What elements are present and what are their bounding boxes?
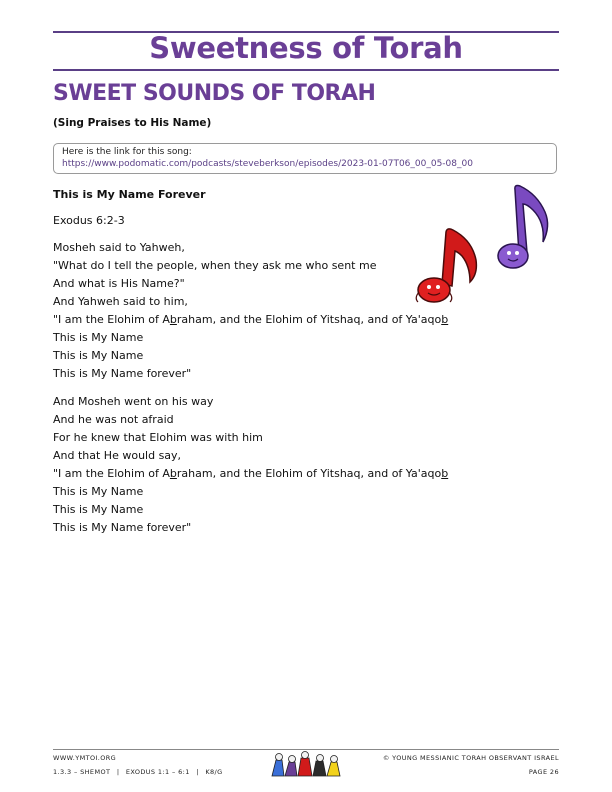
lyric-line: And that He would say, xyxy=(53,449,182,462)
lyric-line: Mosheh said to Yahweh, xyxy=(53,241,185,254)
children-logo-icon xyxy=(270,750,346,778)
banner-bottom-rule xyxy=(53,69,559,71)
lyric-line: This is My Name xyxy=(53,349,144,362)
footer-course: 1.3.3 – SHEMOT xyxy=(53,768,111,776)
song-title: This is My Name Forever xyxy=(53,188,206,201)
footer-course-info: 1.3.3 – SHEMOT | EXODUS 1:1 – 6:1 | K8/G xyxy=(53,768,223,776)
lyric-line: This is My Name xyxy=(53,331,144,344)
song-link[interactable]: https://www.podomatic.com/podcasts/steveberkson/episodes/2023-01-07T06_00_05-08_00 xyxy=(62,159,473,169)
footer-website: WWW.YMTOI.ORG xyxy=(53,754,117,762)
footer-copyright: © YOUNG MESSIANIC TORAH OBSERVANT ISRAEL xyxy=(382,754,559,762)
footer-page-number: PAGE 26 xyxy=(528,768,559,776)
footer-scripture: EXODUS 1:1 – 6:1 xyxy=(125,768,190,776)
lyric-line: "I am the Elohim of Abraham, and the Elohim of Yitshaq, and of Ya'aqob xyxy=(53,313,449,326)
section-title: SWEET SOUNDS OF TORAH xyxy=(53,81,376,106)
song-link-box xyxy=(53,143,557,174)
red-music-note-icon xyxy=(412,226,484,308)
lyric-line: This is My Name xyxy=(53,485,144,498)
lyric-line: "What do I tell the people, when they ask me who sent me xyxy=(53,259,377,272)
verse-1 xyxy=(53,239,448,383)
lyric-line: This is My Name forever" xyxy=(53,521,192,534)
lyric-line: And Mosheh went on his way xyxy=(53,395,214,408)
link-label: Here is the link for this song: xyxy=(62,147,192,157)
verse-2 xyxy=(53,393,448,537)
lyric-line: And he was not afraid xyxy=(53,413,174,426)
purple-music-note-icon xyxy=(493,182,553,274)
lyric-line: This is My Name forever" xyxy=(53,367,192,380)
lyric-line: This is My Name xyxy=(53,503,144,516)
lyric-line: And Yahweh said to him, xyxy=(53,295,188,308)
banner-title: Sweetness of Torah xyxy=(149,31,463,65)
page-subtitle: (Sing Praises to His Name) xyxy=(53,117,212,129)
lyric-line: For he knew that Elohim was with him xyxy=(53,431,263,444)
footer-grade: K8/G xyxy=(205,768,223,776)
scripture-reference: Exodus 6:2-3 xyxy=(53,214,125,227)
lyric-line: And what is His Name?" xyxy=(53,277,185,290)
lyric-line: "I am the Elohim of Abraham, and the Elohim of Yitshaq, and of Ya'aqob xyxy=(53,467,449,480)
